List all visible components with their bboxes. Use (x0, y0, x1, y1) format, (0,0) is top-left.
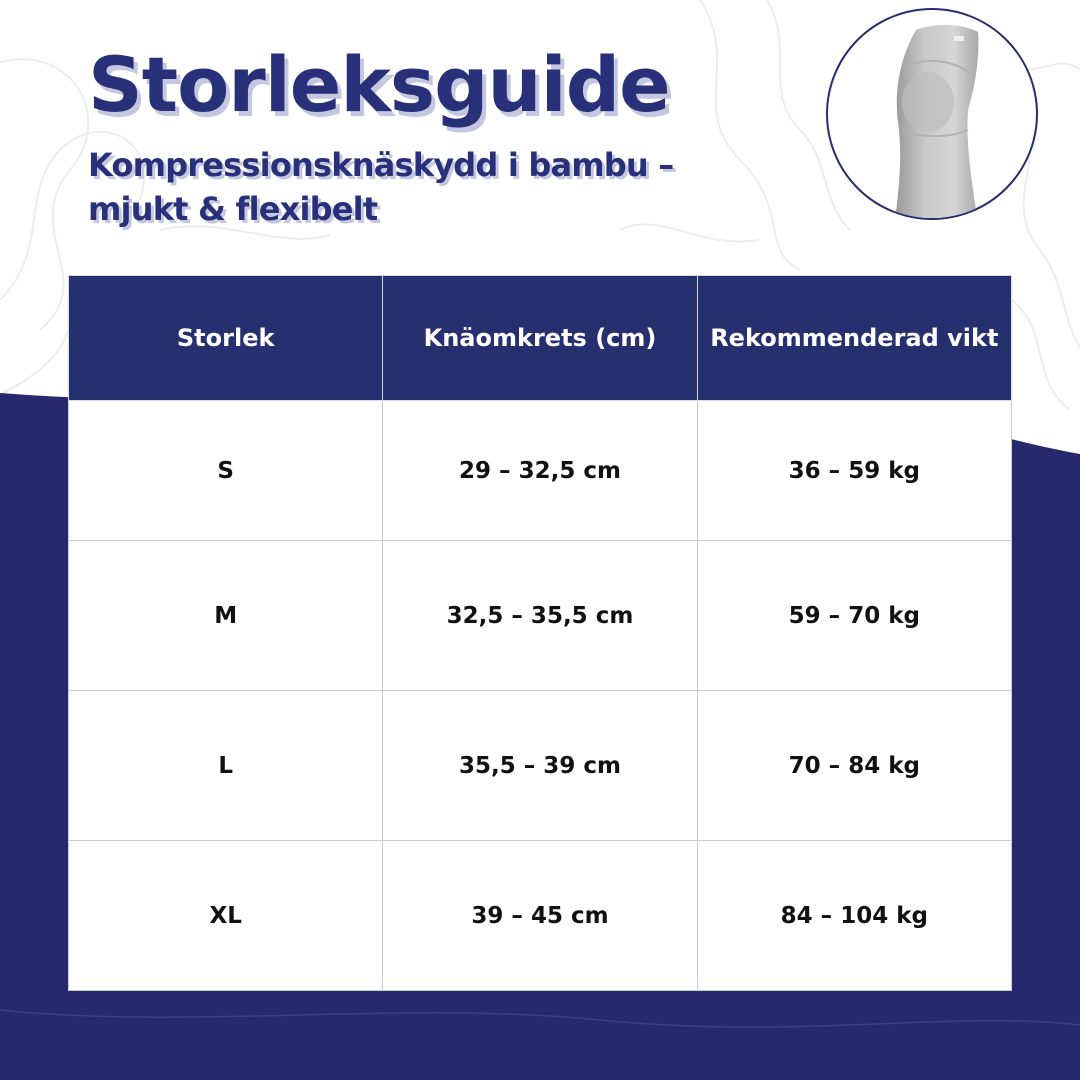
size-cell: XL (69, 841, 383, 991)
page-title: Storleksguide (88, 40, 670, 129)
circumference-cell: 35,5 – 39 cm (383, 691, 697, 841)
header-knee-circumference: Knäomkrets (cm) (383, 276, 697, 401)
weight-cell: 36 – 59 kg (697, 401, 1011, 541)
table-row (69, 541, 1012, 691)
page-subtitle: Kompressionsknäskydd i bambu – mjukt & flexibelt (88, 146, 674, 228)
product-image-frame (826, 8, 1038, 220)
size-table (68, 275, 1012, 991)
weight-cell: 84 – 104 kg (697, 841, 1011, 991)
header-size: Storlek (69, 276, 383, 401)
weight-cell: 70 – 84 kg (697, 691, 1011, 841)
circumference-cell: 32,5 – 35,5 cm (383, 541, 697, 691)
weight-cell: 59 – 70 kg (697, 541, 1011, 691)
table-row (69, 401, 1012, 541)
table-row (69, 841, 1012, 991)
table-row (69, 691, 1012, 841)
size-cell: L (69, 691, 383, 841)
circumference-cell: 39 – 45 cm (383, 841, 697, 991)
knee-sleeve-icon (828, 10, 1036, 218)
table-header-row (69, 276, 1012, 401)
circumference-cell: 29 – 32,5 cm (383, 401, 697, 541)
header-recommended-weight: Rekommenderad vikt (697, 276, 1011, 401)
size-cell: S (69, 401, 383, 541)
size-cell: M (69, 541, 383, 691)
